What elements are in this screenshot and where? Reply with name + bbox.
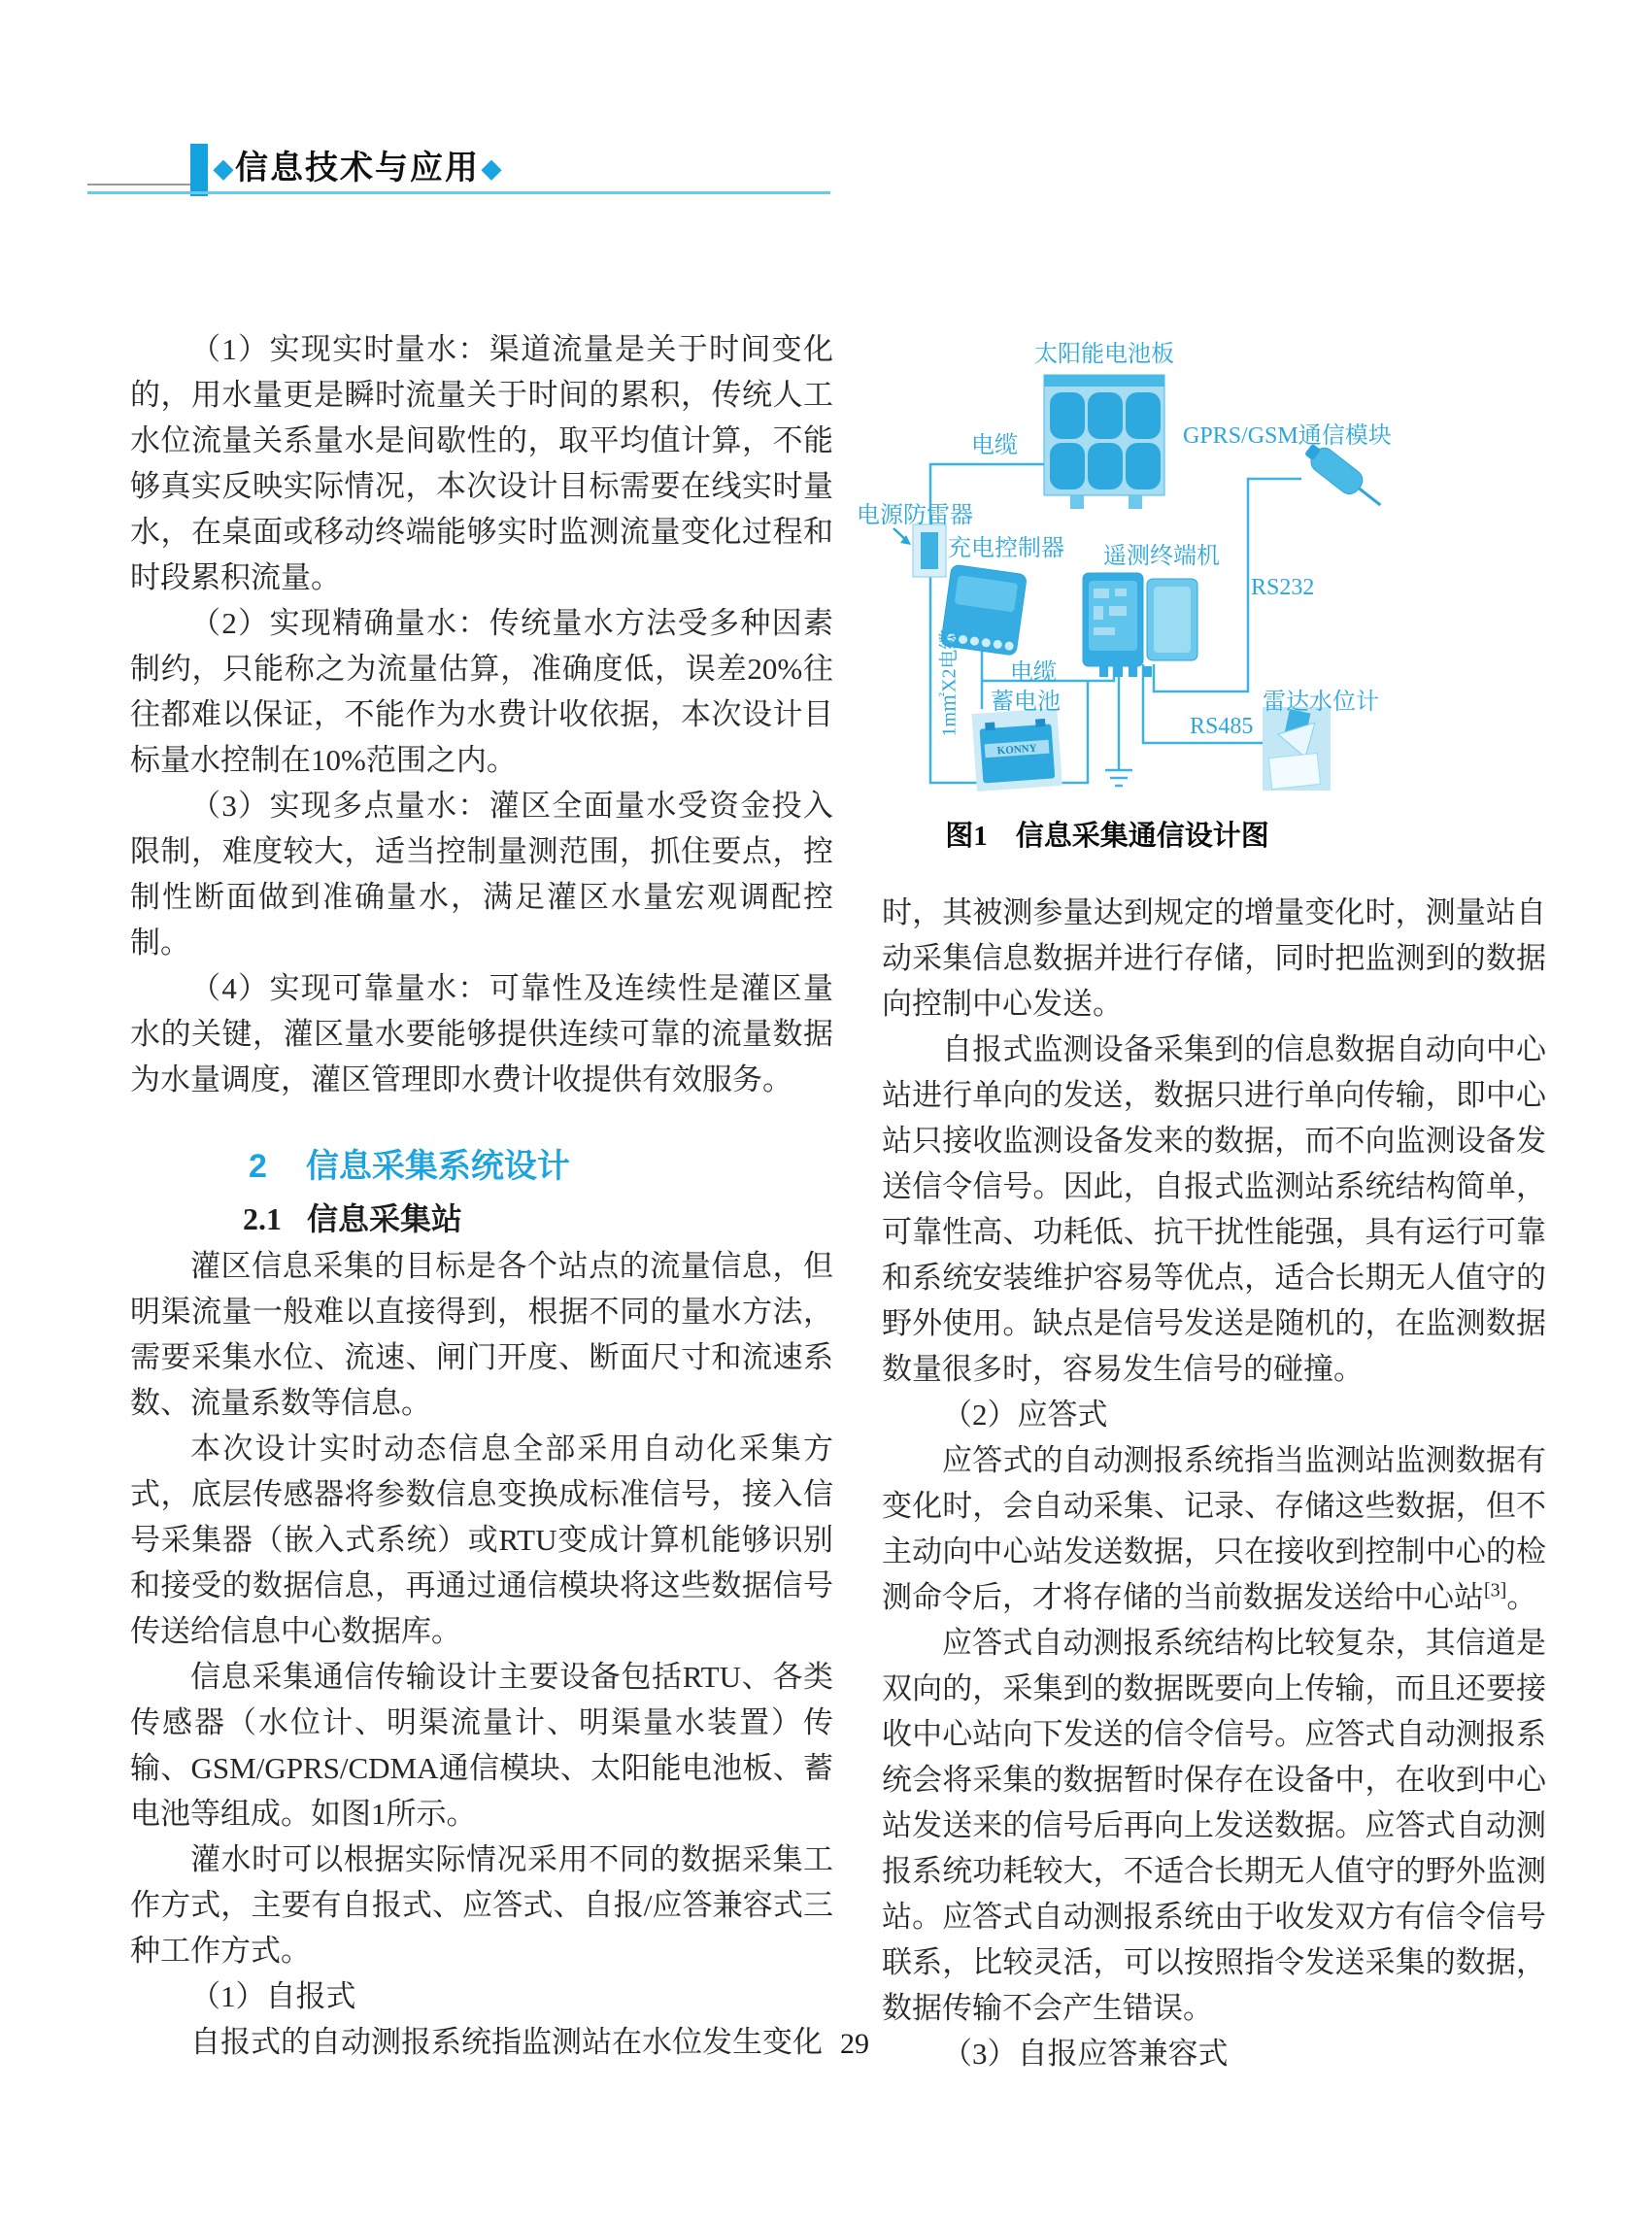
radar-gauge-image	[1263, 707, 1331, 791]
paragraph: 灌区信息采集的目标是各个站点的流量信息，但明渠流量一般难以直接得到，根据不同的量水方法，需要采集水位、流速、闸门开度、断面尺寸和流速系数、流量系数等信息。	[130, 1249, 833, 1420]
solar-panel-image	[1044, 375, 1164, 509]
gsm-module-image	[1300, 439, 1388, 515]
section-title: 信息采集系统设计	[305, 1148, 570, 1185]
ground-icon	[1105, 770, 1132, 786]
label-cable-mid: 电缆	[1010, 660, 1057, 686]
subsection-title: 信息采集站	[307, 1201, 463, 1236]
figure-caption: 图1 信息采集通信设计图	[945, 821, 1269, 852]
paragraph: 自报式监测设备采集到的信息数据自动向中心站进行单向的发送，数据只进行单向传输，即中心站只接收监测设备发来的数据，而不向监测设备发送信令信号。因此，自报式监测站系统结构简单，可靠性高、功耗低、抗干扰性能强，具有运行可靠和系统安装维护容易等优点，适合长期无人值守的野外使用。缺点是信号发送是随机的，在监测数据数量很多时，容易发生信号的碰撞。	[882, 1032, 1546, 1386]
figure-1	[845, 233, 1536, 864]
paragraph: 时，其被测参量达到规定的增量变化时，测量站自动采集信息数据并进行存储，同时把监测到的数据向控制中心发送。	[882, 895, 1546, 1021]
label-cable-vertical: 1m㎡X2电缆	[938, 629, 961, 737]
paragraph: 自报式的自动测报系统指监测站在水位发生变化	[190, 2025, 823, 2059]
paragraph: （3）实现多点量水：灌区全面量水受资金投入限制，难度较大，适当控制量测范围，抓住要点，控制性断面做到准确量水，满足灌区水量宏观调配控制。	[130, 789, 833, 960]
paragraph: （2）应答式	[942, 1398, 1108, 1432]
paragraph: 应答式自动测报系统结构比较复杂，其信道是双向的，采集到的数据既要向上传输，而且还要接收中心站向下发送的信令信号。应答式自动测报系统会将采集的数据暂时保存在设备中，在收到中心站发送来的信号后再向上发送数据。应答式自动测报系统功耗较大，不适合长期无人值守的野外监测站。应答式自动测报系统由于收发双方有信令信号联系，比较灵活，可以按照指令发送采集的数据，数据传输不会产生错误。	[882, 1626, 1546, 2025]
header-rule-cyan	[87, 191, 830, 194]
battery-image	[971, 708, 1062, 792]
diamond-icon: ◆	[482, 153, 501, 183]
header-accent-bar	[190, 144, 208, 196]
journal-section-title: 信息技术与应用	[235, 150, 480, 186]
paragraph-text: 应答式的自动测报系统指当监测站监测数据有变化时，会自动采集、记录、存储这些数据，但不主动向中心站发送数据，只在接收到控制中心的检测命令后，才将存储的当前数据发送给中心站	[882, 1443, 1546, 1614]
paragraph-with-reference	[882, 1437, 1546, 1620]
label-rs232: RS232	[1251, 575, 1315, 600]
label-solar-panel: 太阳能电池板	[1034, 342, 1174, 367]
label-telemetry-terminal: 遥测终端机	[1103, 544, 1220, 569]
paragraph: 本次设计实时动态信息全部采用自动化采集方式，底层传感器将参数信息变换成标准信号，接入信号采集器（嵌入式系统）或RTU变成计算机能够识别和接受的数据信息，再通过通信模块将这些数据信号传送给信息中心数据库。	[130, 1432, 833, 1648]
label-charge-controller: 充电控制器	[948, 536, 1064, 561]
label-arrow-icon	[893, 528, 911, 545]
label-rs485: RS485	[1190, 714, 1254, 739]
citation-marker: [3]	[1484, 1579, 1507, 1601]
subsection-number: 2.1	[243, 1201, 282, 1236]
subsection-heading	[243, 1196, 833, 1243]
label-cable-top: 电缆	[971, 433, 1018, 458]
label-radar-gauge: 雷达水位计	[1263, 690, 1379, 715]
paragraph: （4）实现可靠量水：可靠性及连续性是灌区量水的关键，灌区量水要能够提供连续可靠的流量数据为水量调度，灌区管理即水费计收提供有效服务。	[130, 971, 833, 1096]
paragraph: （1）实现实时量水：渠道流量是关于时间变化的，用水量更是瞬时流量关于时间的累积，传统人工水位流量关系量水是间歇性的，取平均值计算，不能够真实反映实际情况，本次设计目标需要在线实时量水，在桌面或移动终端能够实时监测流量变化过程和时段累积流量。	[130, 332, 833, 594]
battery-brand-text: KONNY	[996, 742, 1037, 758]
section-heading	[249, 1145, 833, 1188]
page-number: 29	[840, 2028, 869, 2060]
paragraph-text: 。	[1506, 1580, 1537, 1614]
paragraph: 信息采集通信传输设计主要设备包括RTU、各类传感器（水位计、明渠流量计、明渠量水装置）传输、GSM/GPRS/CDMA通信模块、太阳能电池板、蓄电池等组成。如图1所示。	[130, 1660, 833, 1831]
diamond-icon: ◆	[214, 153, 233, 183]
label-gsm-module: GPRS/GSM通信模块	[1183, 423, 1392, 449]
journal-section-header	[214, 152, 501, 185]
label-lightning-protector: 电源防雷器	[857, 503, 973, 528]
header-rule-grey	[87, 184, 190, 185]
paragraph: （1）自报式	[190, 1979, 356, 2013]
label-battery: 蓄电池	[991, 690, 1061, 715]
paragraph: （3）自报应答兼容式	[942, 2037, 1229, 2071]
right-column	[882, 890, 1546, 2076]
telemetry-terminal-image	[1083, 573, 1197, 677]
paragraph: 灌水时可以根据实际情况采用不同的数据采集工作方式，主要有自报式、应答式、自报/应答兼容式三种工作方式。	[130, 1842, 833, 1968]
left-column	[130, 326, 833, 2065]
section-number: 2	[249, 1148, 267, 1185]
lightning-protector-image	[913, 524, 946, 577]
paragraph: （2）实现精确量水：传统量水方法受多种因素制约，只能称之为流量估算，准确度低，误差20%往往都难以保证，不能作为水费计收依据，本次设计目标量水控制在10%范围之内。	[130, 606, 833, 777]
